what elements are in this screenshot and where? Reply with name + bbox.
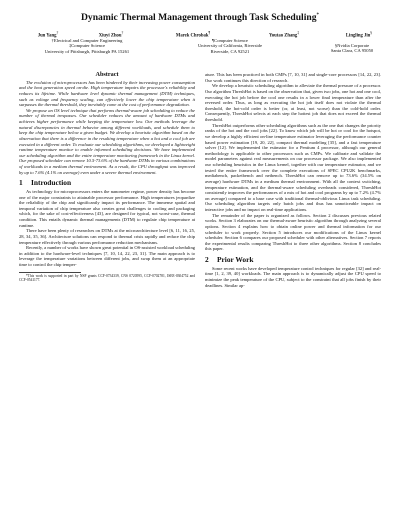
author: Marek Chrobak¶ (175, 31, 211, 39)
affiliation-ucr: ¶Computer Science University of California, Riverside Riverside, CA 92521 (197, 38, 263, 54)
section-heading-introduction: 1 Introduction (19, 178, 72, 188)
footnote-rule (19, 272, 81, 273)
body-paragraph: We develop a heuristic scheduling algorithm to alleviate the thermal pressure of a processor. Our algorithm ThreshHot is based on the observation that, given two jobs, one hot and one cool, executing the hot job before the cool one results in a lower final temperature than after the reversed order. Thus, as long as executing the hot job itself does not violate the thermal threshold, the hot-cold order is better (or, at least, not worse) than the cold-hold order. Consequently, ThreshHot selects at each step the hottest job that does not exceed the thermal threshold. (205, 83, 381, 122)
title-footnote-mark: * (316, 12, 320, 18)
title-text: Dynamic Thermal Management through Task Scheduling (80, 12, 317, 23)
abstract-heading: Abstract (95, 71, 119, 78)
footnote: *This work is supported in part by NSF grants CCF-0734339, CNS 0720595, CCF-0702781, ISEE-0304752 and CCF-0541177. (19, 273, 195, 283)
body-paragraph: There have been plenty of researches on DTMs at the microarchitecture level [6, 11, 16, 25, 28, 34, 35, 36]. Architecture solutions can respond to thermal crisis rapidly and reduce the chip temperature effectively through various performance reduction mechanisms. (19, 228, 195, 245)
paper-title (0, 12, 400, 23)
author: Jun Yang† (37, 31, 59, 39)
section-heading-prior-work: 2 Prior Work (205, 255, 254, 264)
abstract (19, 80, 195, 176)
body-paragraph: Recently, a number of works have shown great potential in OS-assisted workload scheduling in addition to the hardware-level techniques [7, 10, 14, 22, 23, 31]. The main approach is to leverage the temperature variations between different jobs, and swap them at an appropriate time to control the chip temper- (19, 245, 195, 267)
author: Lingling Jin§ (345, 31, 373, 39)
affiliation-nvidia: §Nvidia Corporate Santa Clara, CA 95050 (330, 43, 374, 54)
body-paragraph: The remainder of the paper is organized as follows. Section 2 discusses previous related works. Section 3 elaborates on our thermal-aware heuristic algorithm through analyzing several options. Section 4 explains how to obtain online power and thermal information for our scheduler to work properly. Section 5 introduces our modifications of the Linux kernel scheduler. Section 6 compares our proposed scheduler with other alternatives. Section 7 reports the experimental results comparing ThreshHot to three other algorithms. Section 8 concludes this paper. (205, 212, 381, 252)
author-block (18, 31, 390, 67)
body-paragraph: ThreshHot outperforms other scheduling algorithms such as the one that changes the priority ranks of the hot and the cool jobs [22]. To know which job will be hot or cool for the hotspot, we develop a highly efficient on-line temperature estimator leveraging the performance counter based power estimation [19, 20, 22], compact thermal modeling [35], and a fast temperature solver [12]. We implemented the estimator for a Pentium 4 processor, although our general methodology is applicable to other processors such as CMPs. We calibrate and validate the model parameters against real measurements on our processor package. We also implemented our scheduling heuristics in the Linux kernel, together with our temperature estimator, and we tested the entire framework over the complete executions of SPEC CPU2K benchmarks, mediabench, packetbench and netbench. ThreshHot can remove up to 73.6% (34.5% on average) hardware DTMs in a medium thermal environment. With all the context switching, temperature estimation, and the thermal-aware scheduling overheads considered, ThreshHot consistently improves the performances of a mix of hot and cool programs by up to 7.2% (4.7% on average) compared to a base case with traditional thermal-oblivious Linux task scheduling. Our scheduling algorithm targets only batch jobs and thus has unnoticeable impact on interactive jobs and no impact on real-time applications. (205, 122, 381, 212)
author: Youtao Zhang‡ (268, 31, 300, 39)
body-paragraph: As technology for microprocessors enters the nanometer regime, power density has become one of the major constraints to attainable processor performance. High temperatures jeopardize the reliability of the chip and significantly impact its performance. The immense spatial and temporal variation of chip temperature also creates great challenges to cooling and packaging which, for the sake of cost-effectiveness [43], are designed for typical, not worst-case, thermal condition. This entails dynamic thermal managements (DTM) to regulate chip temperature at runtime. (19, 188, 195, 228)
right-column (205, 72, 381, 288)
body-paragraph: ature. This has been practiced in both CMPs [7, 10, 31] and single-core processors [14, 22, 23]. Our work continues this direction of research. (205, 72, 381, 83)
left-column (19, 72, 195, 282)
author: Xiuyi Zhou† (98, 31, 124, 39)
abstract-paragraph: We propose an OS level technique that performs thermal-aware job scheduling to reduce the number of thermal trespasses. Our scheduler reduces the amount of hardware DTMs and achieves higher performance while keeping the temperature low. Our methods leverage the natural discrepancies in thermal behavior among different workloads, and schedule them to keep the chip temperature below a given budget. We develop a heuristic algorithm based on the observation that there is a difference in the resulting temperature when a hot and a cool job are executed in a different order. To evaluate our scheduling algorithms, we developed a lightweight runtime temperature monitor to enable informed scheduling decisions. We have implemented our scheduling algorithm and the entire temperature monitoring framework in the Linux kernel. Our proposed scheduler can remove 10.5-73.6% of the hardware DTMs in various combinations of workloads in a medium thermal environment. As a result, the CPU throughput was improved by up to 7.6% (4.1% on average) even under a severe thermal environment. (19, 107, 195, 175)
body-paragraph: Some recent works have developed temperature control techniques for regular [32] and real-time [1, 2, 39, 40] workloads. The main approach is to dynamically adjust the CPU speed to minimize the peak temperature of the CPU, subject to the constraint that all jobs finish by their deadlines. Similar ap- (205, 265, 381, 288)
abstract-paragraph: The evolution of microprocessors has been hindered by their increasing power consumption and the heat generation speed on-die. High temperature impairs the processor's reliability and reduces its lifetime. While hardware level dynamic thermal management (DTM) techniques, such as voltage and frequency scaling, can effectively lower the chip temperature when it surpasses the thermal threshold, they inevitably come at the cost of performance degradation. (19, 79, 195, 108)
affiliation-pitt: †Electrical and Computer Engineering ‡Computer Science University of Pittsburgh, Pittsburgh PA 15261 (44, 38, 130, 54)
